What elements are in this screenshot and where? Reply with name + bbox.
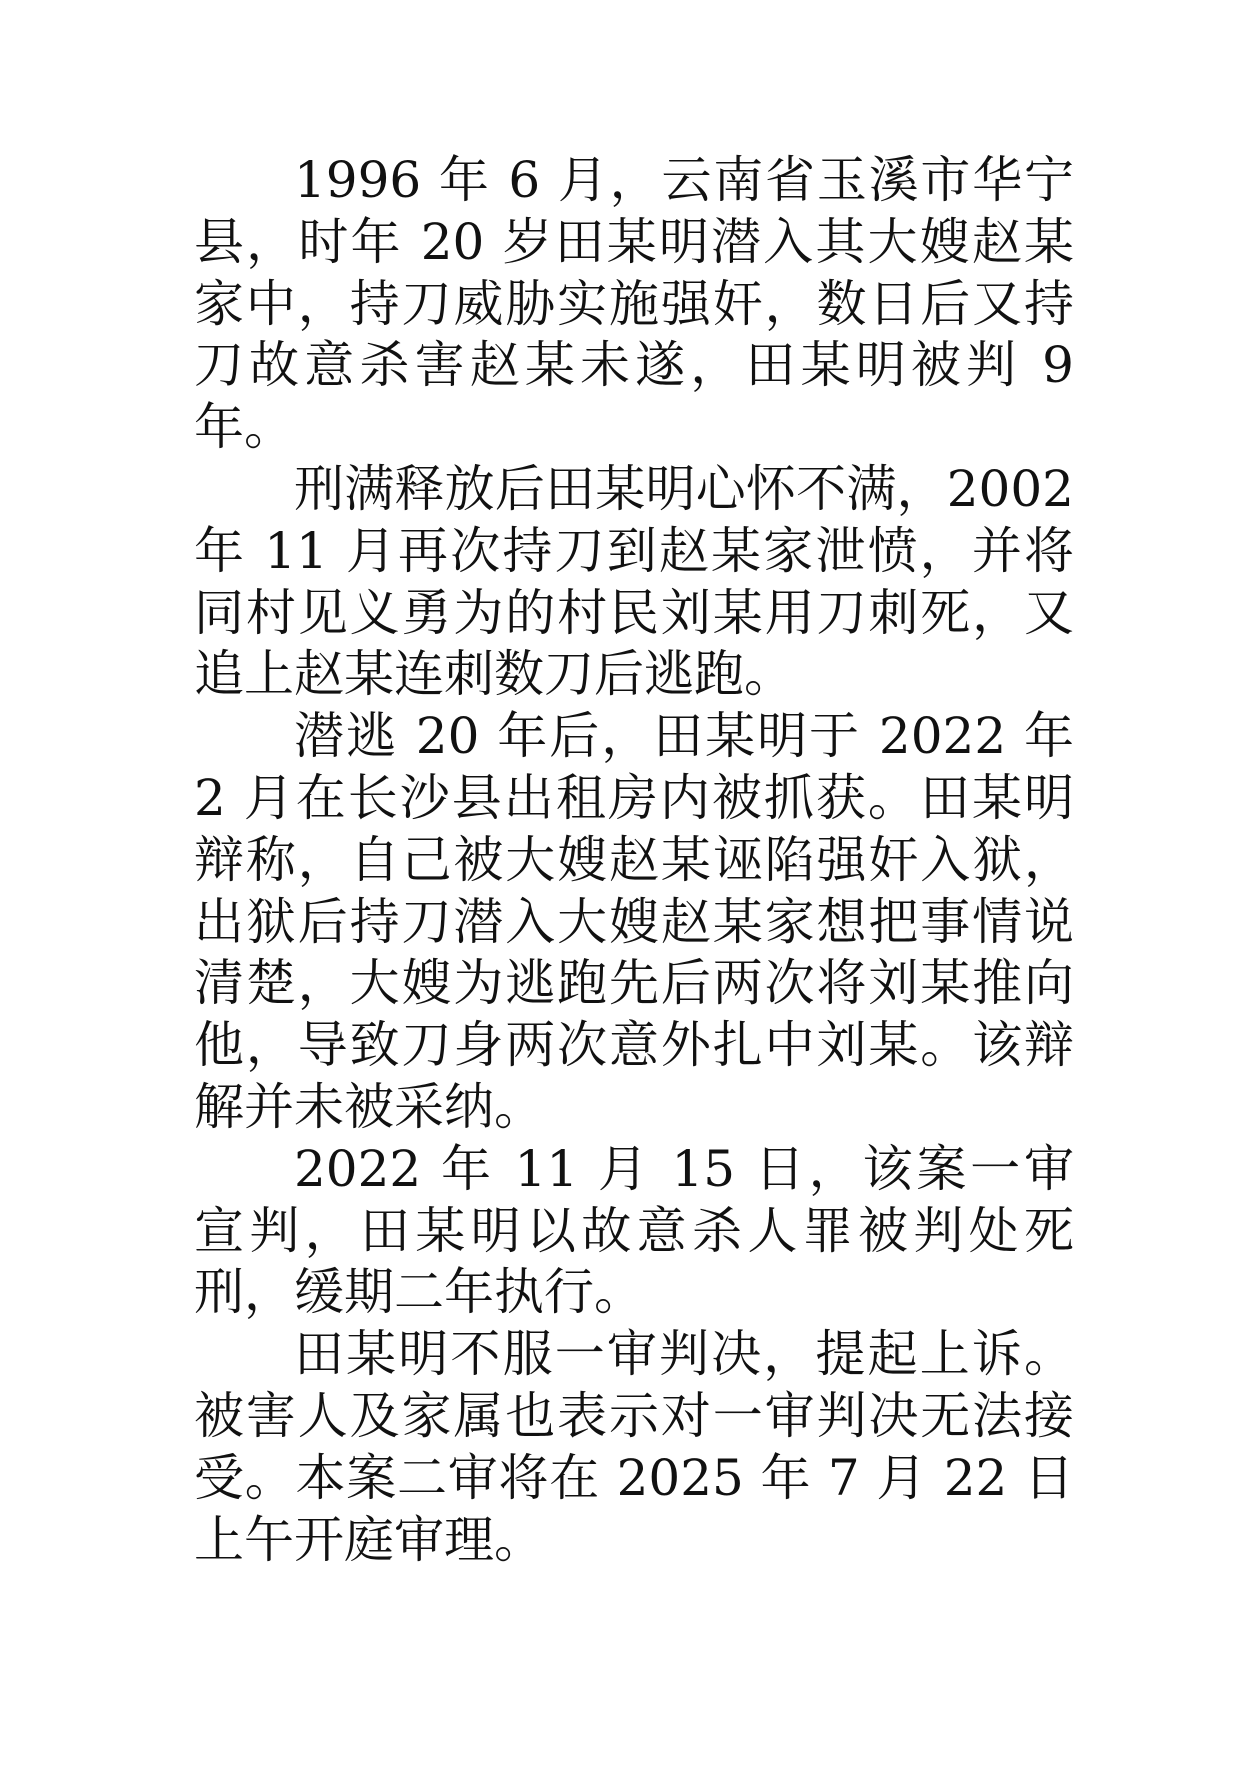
paragraph-5: 田某明不服一审判决，提起上诉。被害人及家属也表示对一审判决无法接受。本案二审将在 2025 年 7 月 22 日上午开庭审理。 (194, 1325, 1074, 1569)
paragraph-4: 2022 年 11 月 15 日，该案一审宣判，田某明以故意杀人罪被判处死刑，缓期二年执行。 (194, 1139, 1074, 1322)
article-body (194, 150, 1074, 1571)
paragraph-1: 1996 年 6 月，云南省玉溪市华宁县，时年 20 岁田某明潜入其大嫂赵某家中，持刀威胁实施强奸，数日后又持刀故意杀害赵某未遂，田某明被判 9 年。 (194, 151, 1074, 457)
paragraph-2: 刑满释放后田某明心怀不满，2002 年 11 月再次持刀到赵某家泄愤，并将同村见义勇为的村民刘某用刀刺死，又追上赵某连刺数刀后逃跑。 (194, 459, 1074, 704)
paragraph-3: 潜逃 20 年后，田某明于 2022 年 2 月在长沙县出租房内被抓获。田某明辩称，自己被大嫂赵某诬陷强奸入狱，出狱后持刀潜入大嫂赵某家想把事情说清楚，大嫂为逃跑先后两次将刘某推向他，导致刀身两次意外扎中刘某。该辩解并未被采纳。 (194, 707, 1074, 1136)
